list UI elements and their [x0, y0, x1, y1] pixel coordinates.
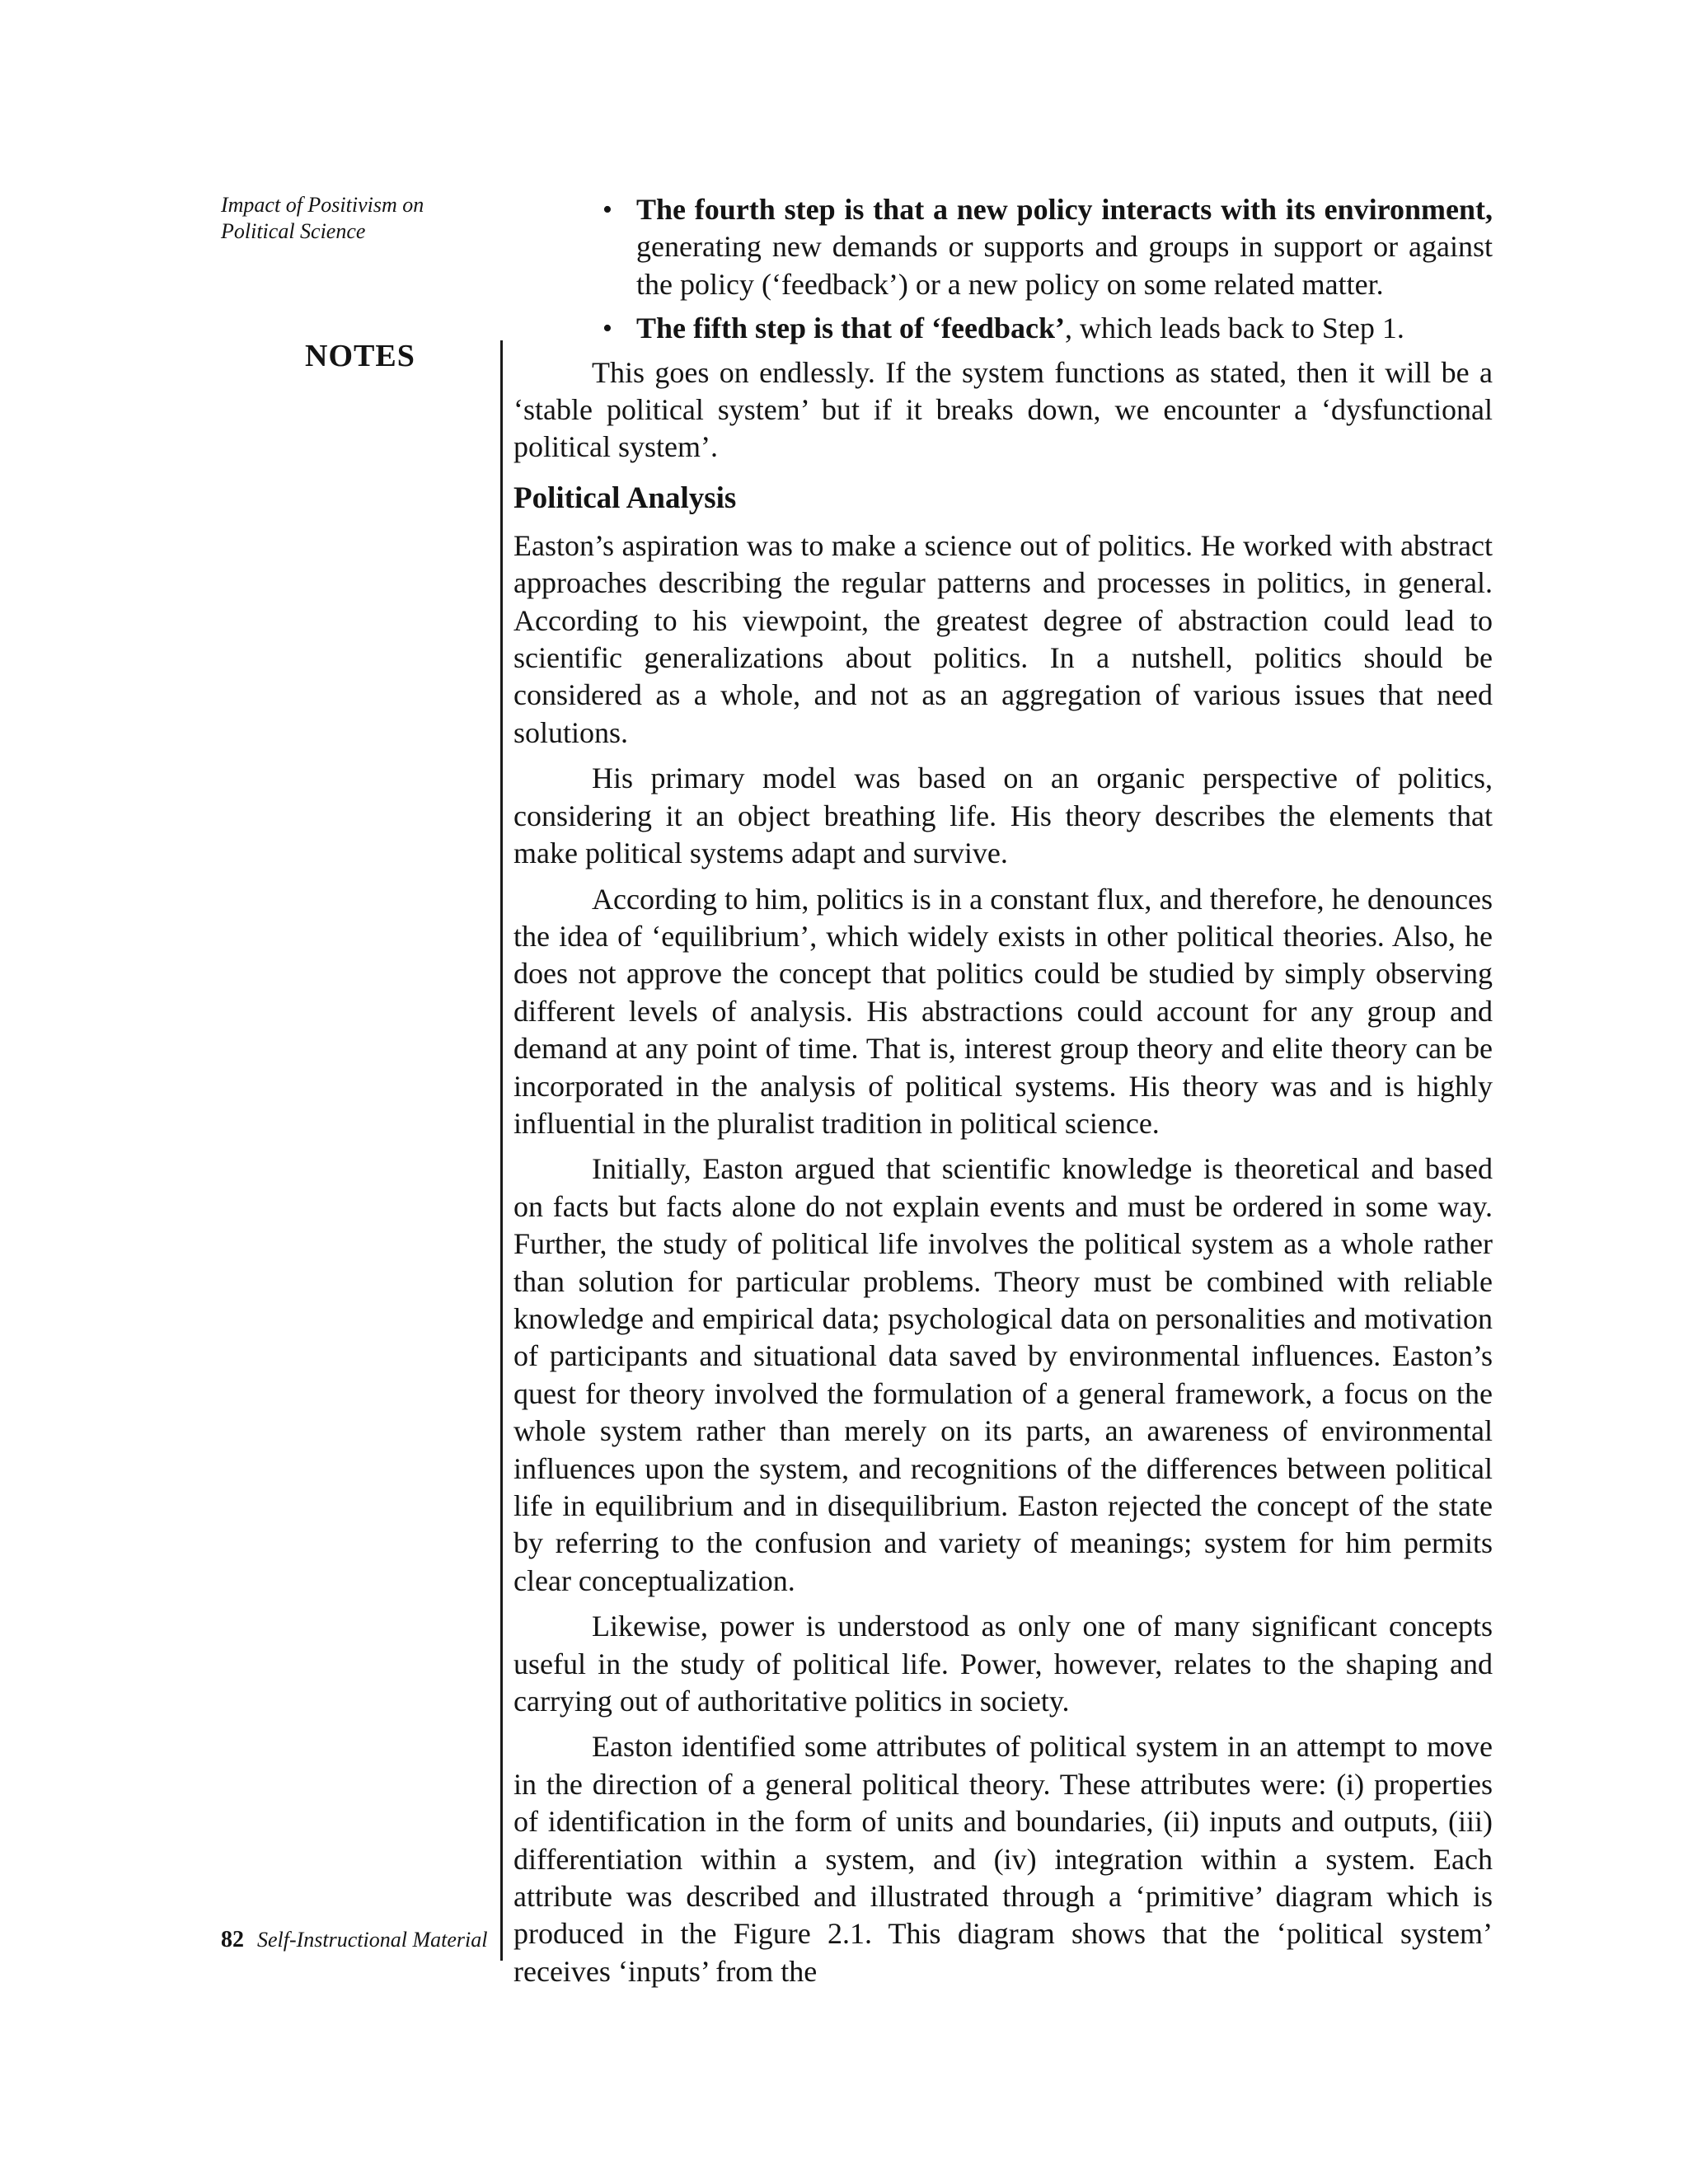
bullet-icon: • [603, 313, 612, 344]
bullet-text: , which leads back to Step 1. [1064, 312, 1404, 345]
bullet-icon: • [603, 194, 612, 225]
paragraph: Easton identified some attributes of political system in an attempt to move in the direction of a general political theory. These attributes were: (i) properties of identification in the form of units and boundaries, (ii) inputs and outputs, (iii) differentiation within a system, and (iv) integration within a system. Each attribute was described and illustrated through a ‘primitive’ diagram which is produced in the Figure 2.1. This diagram shows that the ‘political system’ receives ‘inputs’ from the [513, 1730, 1493, 1988]
running-head: Impact of Positivism on Political Science [221, 193, 424, 243]
paragraph-intro: This goes on endlessly. If the system functions as stated, then it will be a ‘stable political system’ but if it breaks down, we encounter a ‘dysfunctional political system’. [513, 355, 1493, 464]
page-footer [221, 1927, 487, 1953]
paragraph: His primary model was based on an organic perspective of politics, considering it an object breathing life. His theory describes the elements that make political systems adapt and survive. [513, 762, 1493, 870]
margin-rule [500, 340, 503, 1961]
bullet-item [513, 191, 1493, 303]
bullet-bold: The fourth step is that a new policy interacts with its environment, [636, 193, 1493, 226]
footer-label: Self-Instructional Material [257, 1928, 488, 1952]
bullet-text: generating new demands or supports and groups in support or against the policy (‘feedback’) or a new policy on some related matter. [636, 230, 1493, 301]
section-heading: Political Analysis [513, 480, 737, 515]
bullet-bold: The fifth step is that of ‘feedback’ [636, 312, 1065, 345]
main-content [513, 191, 1493, 1999]
margin-notes-label: NOTES [305, 339, 415, 373]
bullet-item [513, 310, 1493, 347]
paragraph: Likewise, power is understood as only one of many significant concepts useful in the study of political life. Power, however, relates to the shaping and carrying out of authoritative politics in society. [513, 1610, 1493, 1718]
paragraph: Easton’s aspiration was to make a science out of politics. He worked with abstract approaches describing the regular patterns and processes in politics, in general. According to his viewpoint, the greatest degree of abstraction could lead to scientific generalizations about politics. In a nutshell, politics should be considered as a whole, and not as an aggregation of various issues that need solutions. [513, 528, 1493, 749]
paragraph: According to him, politics is in a constant flux, and therefore, he denounces the idea of ‘equilibrium’, which widely exists in other political theories. Also, he does not approve the concept that politics could be studied by simply observing different levels of analysis. His abstractions could account for any group and demand at any point of time. That is, interest group theory and elite theory can be incorporated in the analysis of political systems. His theory was and is highly influential in the pluralist tradition in political science. [513, 882, 1493, 1140]
paragraph: Initially, Easton argued that scientific knowledge is theoretical and based on facts but facts alone do not explain events and must be ordered in some way. Further, the study of political life involves the political system as a whole rather than solution for particular problems. Theory must be combined with reliable knowledge and empirical data; psychological data on personalities and motivation of participants and situational data saved by environmental influences. Easton’s quest for theory involved the formulation of a general framework, a focus on the whole system rather than merely on its parts, an awareness of environmental influences upon the system, and recognitions of the differences between political life in equilibrium and in disequilibrium. Easton rejected the concept of the state by referring to the confusion and variety of meanings; system for him permits clear conceptualization. [513, 1152, 1493, 1597]
bullet-list [513, 191, 1493, 348]
page-number: 82 [221, 1927, 244, 1952]
